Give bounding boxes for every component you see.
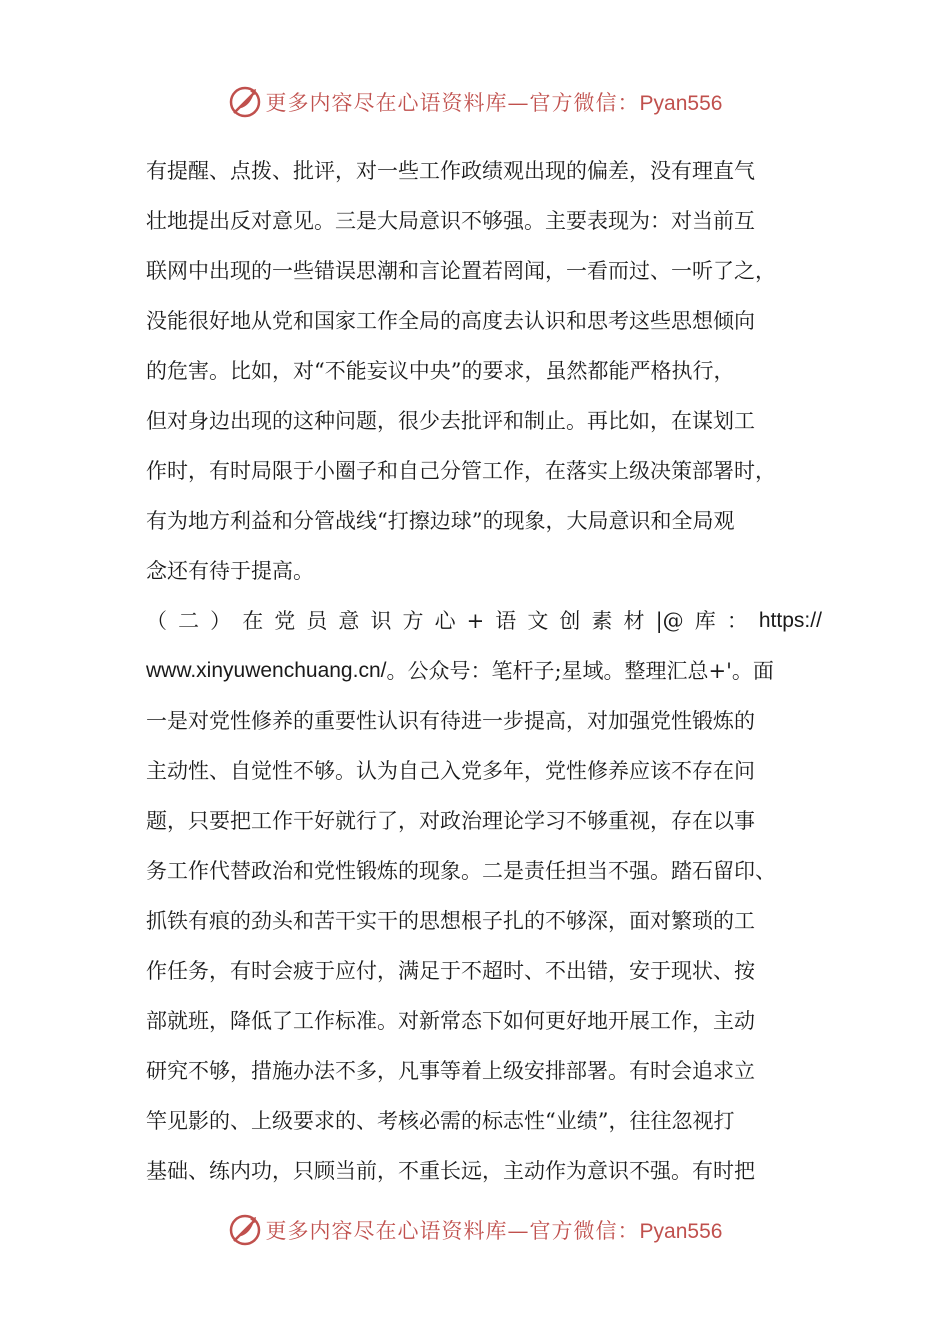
- text-line: 念还有待于提高。: [146, 559, 314, 583]
- text-line: 部就班，降低了工作标准。对新常态下如何更好地开展工作，主动: [146, 1009, 755, 1033]
- banner-text: [266, 87, 723, 117]
- text-line: 但对身边出现的这种问题，很少去批评和制止。再比如，在谋划工: [146, 409, 755, 433]
- text-line: 没能很好地从党和国家工作全局的高度去认识和思考这些思想倾向: [146, 309, 755, 333]
- text-line: 竿见影的、上级要求的、考核必需的标志性“业绩”，往往忽视打: [146, 1109, 735, 1133]
- banner-label: 更多内容尽在心语资料库—官方微信：: [265, 91, 640, 115]
- text-line: 作时，有时局限于小圈子和自己分管工作，在落实上级决策部署时，: [146, 459, 776, 483]
- text-line: 一是对党性修养的重要性认识有待进一步提高，对加强党性锻炼的: [146, 709, 755, 733]
- text-line: 题，只要把工作干好就行了，对政治理论学习不够重视，存在以事: [146, 809, 755, 833]
- text-line: www.xinyuwenchuang.cn/ 。公众号：笔杆子;星域。整理汇总+'。面: [146, 659, 774, 683]
- quill-logo-icon: [228, 85, 262, 119]
- text-line: 壮地提出反对意见。三是大局意识不够强。主要表现为：对当前互: [146, 209, 755, 233]
- banner-wechat-id: Pyan556: [639, 92, 723, 115]
- text-line: 作任务，有时会疲于应付，满足于不超时、不出错，安于现状、按: [146, 959, 755, 983]
- header-watermark-banner: [0, 82, 950, 122]
- text-line: 务工作代替政治和党性锻炼的现象。二是责任担当不强。踏石留印、: [146, 859, 776, 883]
- text-line: 有为地方利益和分管战线“打擦边球”的现象，大局意识和全局观: [146, 509, 735, 533]
- footer-watermark-banner: [0, 1210, 950, 1250]
- text-line: 抓铁有痕的劲头和苦干实干的思想根子扎的不够深，面对繁琐的工: [146, 909, 755, 933]
- banner-label: 更多内容尽在心语资料库—官方微信：: [265, 1219, 640, 1243]
- text-line: 有提醒、点拨、批评，对一些工作政绩观出现的偏差，没有理直气: [146, 159, 755, 183]
- text-line: （ 二 ） 在 党 员 意 识 方 心 + 语 文 创 素 材 |@ 库 ： https://: [146, 609, 822, 633]
- text-line: 研究不够，措施办法不多，凡事等着上级安排部署。有时会追求立: [146, 1059, 755, 1083]
- text-line: 基础、练内功，只顾当前，不重长远，主动作为意识不强。有时把: [146, 1159, 755, 1183]
- text-line: 联网中出现的一些错误思潮和言论置若罔闻，一看而过、一听了之，: [146, 259, 776, 283]
- text-line: 主动性、自觉性不够。认为自己入党多年，党性修养应该不存在问: [146, 759, 755, 783]
- text-line: 的危害。比如，对“不能妄议中央”的要求，虽然都能严格执行，: [146, 359, 735, 383]
- banner-text: [266, 1215, 723, 1245]
- quill-logo-icon: [228, 1213, 262, 1247]
- banner-wechat-id: Pyan556: [639, 1220, 723, 1243]
